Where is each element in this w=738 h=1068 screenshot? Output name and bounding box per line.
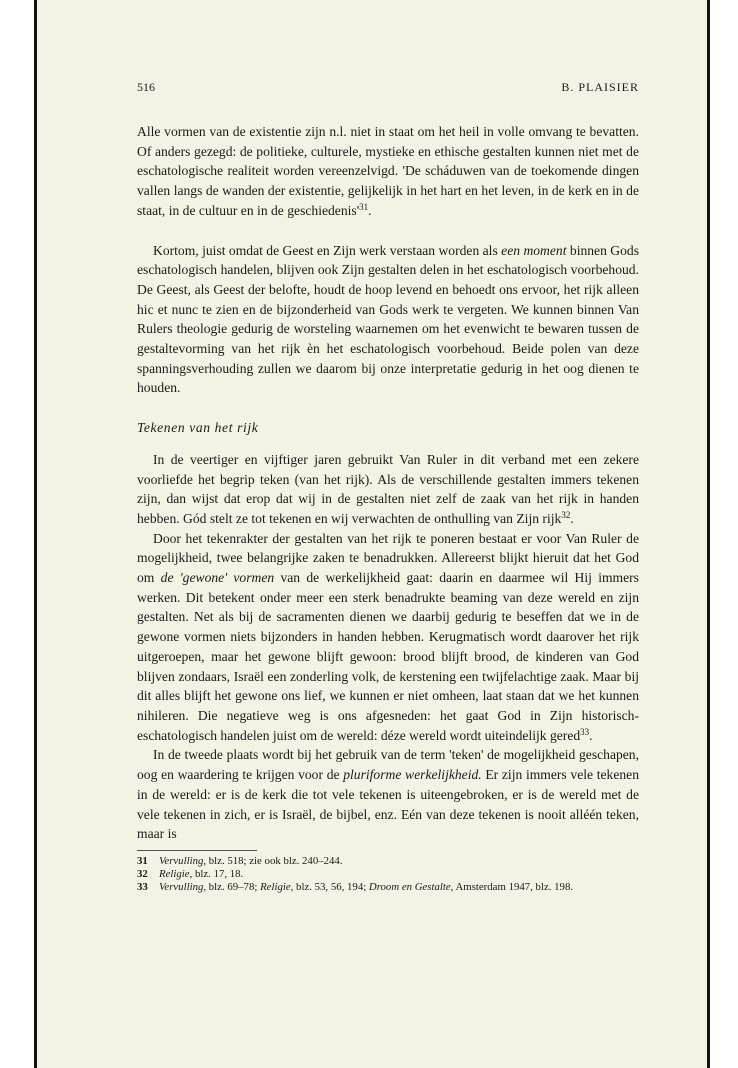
- page-header: [137, 80, 639, 104]
- page-number: 516: [137, 80, 155, 94]
- paragraph: Door het tekenrakter der gestalten van het rijk te poneren bestaat er voor Van Ruler de mogelijkheid, twee belangrijke zaken te benadrukken. Allereerst blijkt hieruit dat het God om de 'gewone' vormen van de werkelijkheid gaat: daarin en daarmee wil Hij immers werken. Dit betekent onder meer een sterk benadrukte beaming van deze wereld en zijn gestalten. Net als bij de sacramenten dienen we daarbij gedurig te beseffen dat we in de gewone vormen niets bijzonders in handen hebben. Kerugmatisch wordt daarover het rijk uitgeroepen, maar het gewone blijft gewoon: brood blijft brood, de kinderen van God blijven zondaars, Israël een zonderling volk, de kerstening een twijfelachtige zaak. Maar bij dit alles blijft het gewone ons lief, we kunnen er niet omheen, laat staan dat we het kunnen nihileren. Die negatieve weg is ons afgesneden: het gaat God in Zijn historisch-eschatologisch handelen juist om de wereld: déze wereld wordt uiteindelijk gered$^{33}$.: [137, 530, 639, 743]
- paragraph: In de tweede plaats wordt bij het gebruik van de term 'teken' de mogelijkheid geschapen, oog en waardering te krijgen voor de pluriforme werkelijkheid. Er zijn immers vele tekenen in de wereld: er is de kerk die tot vele tekenen is uiteengebroken, er is de wereld met de vele tekenen in zich, er is Israël, de bijbel, enz. Eén van deze tekenen is nooit alléén teken, maar is: [137, 747, 640, 842]
- emphasis: de 'gewone' vormen: [160, 570, 275, 586]
- book-page: [137, 80, 639, 894]
- paragraph: Kortom, juist omdat de Geest en Zijn werk verstaan worden als een moment binnen Gods eschatologisch handelen, blijven ook Zijn gestalten delen in het eschatologisch voorbehoud. De Geest, als Geest der belofte, houdt de hoop levend en behoedt ons ervoor, het rijk alleen hic et nunc te zien en de bijzonderheid van Gods werk te vergeten. We kunnen binnen Van Rulers theologie gedurig de worsteling waarnemen om het evenwicht te bewaren tussen de gestaltevorming van het rijk èn het eschatologisch voorbehoud. Beide polen van deze spanningsverhouding zullen we daarom bij onze interpretatie gedurig in het oog dienen te houden.: [137, 242, 639, 396]
- footnote-ref: 33: [580, 726, 590, 737]
- footnote: 33 Vervulling, blz. 69–78; Religie, blz. 53, 56, 194; Droom en Gestalte, Amsterdam 1947, blz. 198.: [137, 880, 574, 893]
- body-text: [137, 122, 639, 844]
- running-head: B. PLAISIER: [561, 80, 639, 94]
- paragraph: Alle vormen van de existentie zijn n.l. niet in staat om het heil in volle omvang te bevatten. Of anders gezegd: de politieke, culturele, mystieke en ethische gestalten kunnen niet met de eschatologische realiteit worden vereenzelvigd. 'De scháduwen van de toekomende dingen vallen langs de wanden der existentie, gelijkelijk in het hart en het leven, in de kerk en in de staat, in de cultuur en in de $geschiedenis'^{31}$.: [137, 124, 639, 218]
- footnote-divider: [137, 850, 257, 851]
- footnote-ref: 31: [359, 201, 369, 212]
- section-heading: Tekenen van het rijk: [137, 420, 259, 436]
- paragraph: In de veertiger en vijftiger jaren gebruikt Van Ruler in dit verband met een zekere voorliefde het begrip teken (van het rijk). Als de verschillende gestalten immers tekenen zijn, dan wijst dat erop dat wij in de gestalten niet zelf de zaak van het rijk in handen hebben. Gód stelt ze tot tekenen en wij verwachten de onthulling van Zijn rijk$^{32}$.: [137, 451, 639, 526]
- footnote: 32 Religie, blz. 17, 18.: [137, 867, 244, 880]
- emphasis: een moment: [501, 242, 567, 258]
- footnote-ref: 32: [561, 509, 571, 520]
- emphasis: pluriforme werkelijkheid.: [343, 767, 482, 783]
- footnote: 31 Vervulling, blz. 518; zie ook blz. 240–244.: [137, 854, 343, 867]
- footnotes: [137, 855, 639, 894]
